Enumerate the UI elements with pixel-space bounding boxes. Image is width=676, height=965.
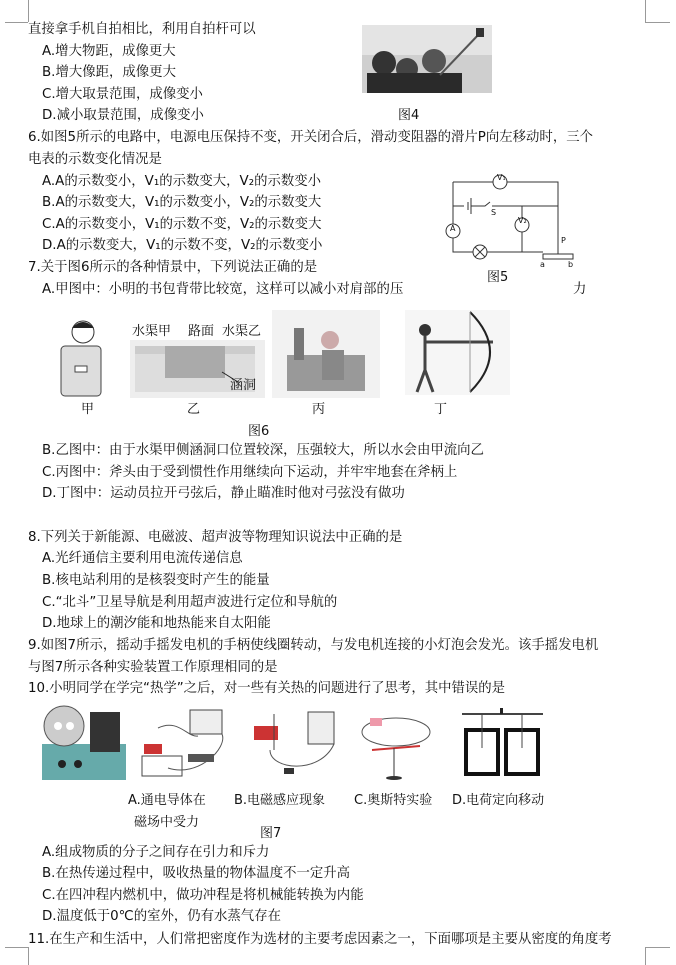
- figure-6-label-bing: 丙: [312, 402, 326, 417]
- q7-option-a-tail: 力: [573, 282, 587, 297]
- figure-7-c-oersted: [360, 712, 432, 782]
- q10-option-b: B.在热传递过程中，吸收热量的物体温度不一定升高: [42, 866, 351, 881]
- figure-4-selfie-photo: [362, 25, 492, 93]
- figure-5-circuit: [440, 168, 580, 269]
- q6-option-b: B.A的示数变大，V₁的示数变小，V₂的示数变大: [42, 195, 322, 210]
- q8-option-a: A.光纤通信主要利用电流传递信息: [42, 551, 243, 566]
- voltmeter-1-label: V₁: [497, 173, 506, 182]
- q10-option-c: C.在四冲程内燃机中，做功冲程是将机械能转换为内能: [42, 888, 364, 903]
- figure-7-caption-a-line2: 磁场中受力: [134, 815, 200, 830]
- figure-5-caption: 图5: [487, 270, 509, 285]
- end-b-label: b: [568, 260, 574, 269]
- q8-option-b: B.核电站利用的是核裂变时产生的能量: [42, 573, 270, 588]
- canal-b-label: 水渠乙: [222, 324, 262, 339]
- question-9-stem-line1: 9.如图7所示，摇动手摇发电机的手柄使线圈转动，与发电机连接的小灯泡会发光。该手摇发电机: [28, 638, 599, 653]
- q5-option-b: B.增大像距，成像更大: [42, 65, 176, 80]
- question-6-stem-line2: 电表的示数变化情况是: [28, 152, 162, 167]
- figure-7-caption: 图7: [260, 826, 282, 841]
- voltmeter-2-label: V₂: [518, 216, 527, 225]
- road-label: 路面: [188, 324, 215, 339]
- culvert-label: 涵洞: [230, 378, 257, 393]
- question-7-stem: 7.关于图6所示的各种情景中，下列说法正确的是: [28, 260, 318, 275]
- q10-option-d: D.温度低于0℃的室外，仍有水蒸气存在: [42, 909, 281, 924]
- figure-6-ding-archer: [405, 310, 510, 395]
- canal-a-label: 水渠甲: [132, 324, 172, 339]
- corner-mark: [645, 0, 646, 22]
- q7-option-b: B.乙图中：由于水渠甲侧涵洞口位置较深，压强较大，所以水会由甲流向乙: [42, 443, 484, 458]
- q8-option-c: C.“北斗”卫星导航是利用超声波进行定位和导航的: [42, 595, 338, 610]
- corner-mark: [28, 947, 29, 965]
- q6-option-c: C.A的示数变小，V₁的示数不变，V₂的示数变大: [42, 217, 322, 232]
- figure-7-d-electroscopes: [460, 708, 545, 778]
- question-9-stem-line2: 与图7所示各种实验装置工作原理相同的是: [28, 660, 278, 675]
- corner-mark: [645, 22, 670, 23]
- question-8-stem: 8.下列关于新能源、电磁波、超声波等物理知识说法中正确的是: [28, 530, 403, 545]
- slider-p-label: P: [561, 236, 566, 245]
- q7-option-a: A.甲图中：小明的书包背带比较宽，这样可以减小对肩部的压: [42, 282, 404, 297]
- corner-mark: [645, 947, 670, 948]
- figure-6-label-yi: 乙: [187, 402, 201, 417]
- q10-option-a: A.组成物质的分子之间存在引力和斥力: [42, 845, 270, 860]
- figure-7-hand-generator: [42, 702, 128, 784]
- figure-4-caption: 图4: [398, 108, 420, 123]
- question-10-stem: 10.小明同学在学完“热学”之后，对一些有关热的问题进行了思考，其中错误的是: [28, 681, 506, 696]
- figure-7-caption-a: A.通电导体在: [128, 793, 206, 808]
- corner-mark: [5, 947, 28, 948]
- figure-6-caption: 图6: [248, 424, 270, 439]
- q7-option-d: D.丁图中：运动员拉开弓弦后，静止瞄准时他对弓弦没有做功: [42, 486, 405, 501]
- question-11-stem: 11.在生产和生活中，人们常把密度作为选材的主要考虑因素之一，下面哪项是主要从密度的角度考: [28, 932, 612, 947]
- corner-mark: [645, 947, 646, 965]
- q6-option-a: A.A的示数变小，V₁的示数变大，V₂的示数变小: [42, 174, 322, 189]
- figure-6-label-ding: 丁: [434, 402, 448, 417]
- figure-7-caption-b: B.电磁感应现象: [234, 793, 326, 808]
- figure-6-jia-backpack: [55, 318, 107, 400]
- figure-6-label-jia: 甲: [81, 402, 95, 417]
- figure-6-bing-axe: [272, 310, 380, 398]
- ammeter-label: A: [450, 224, 456, 233]
- q7-option-c: C.丙图中：斧头由于受到惯性作用继续向下运动，并牢牢地套在斧柄上: [42, 465, 458, 480]
- end-a-label: a: [540, 260, 545, 269]
- figure-7-b-apparatus: [250, 710, 340, 780]
- q5-option-d: D.减小取景范围，成像变小: [42, 108, 204, 123]
- q5-option-c: C.增大取景范围，成像变小: [42, 87, 203, 102]
- figure-7-caption-c: C.奥斯特实验: [354, 793, 433, 808]
- q6-option-d: D.A的示数变大，V₁的示数不变，V₂的示数变小: [42, 238, 323, 253]
- figure-7-caption-d: D.电荷定向移动: [452, 793, 545, 808]
- corner-mark: [28, 0, 29, 22]
- question-6-stem-line1: 6.如图5所示的电路中，电源电压保持不变，开关闭合后，滑动变阻器的滑片P向左移动时，三个: [28, 130, 593, 145]
- q5-option-a: A.增大物距，成像更大: [42, 44, 176, 59]
- corner-mark: [5, 22, 28, 23]
- figure-6-yi-canal: [130, 318, 265, 398]
- figure-7-a-apparatus: [138, 708, 230, 780]
- q8-option-d: D.地球上的潮汐能和地热能来自太阳能: [42, 616, 271, 631]
- question-5-stem: 直接拿手机自拍相比，利用自拍杆可以: [28, 22, 256, 37]
- switch-label: S: [491, 208, 497, 217]
